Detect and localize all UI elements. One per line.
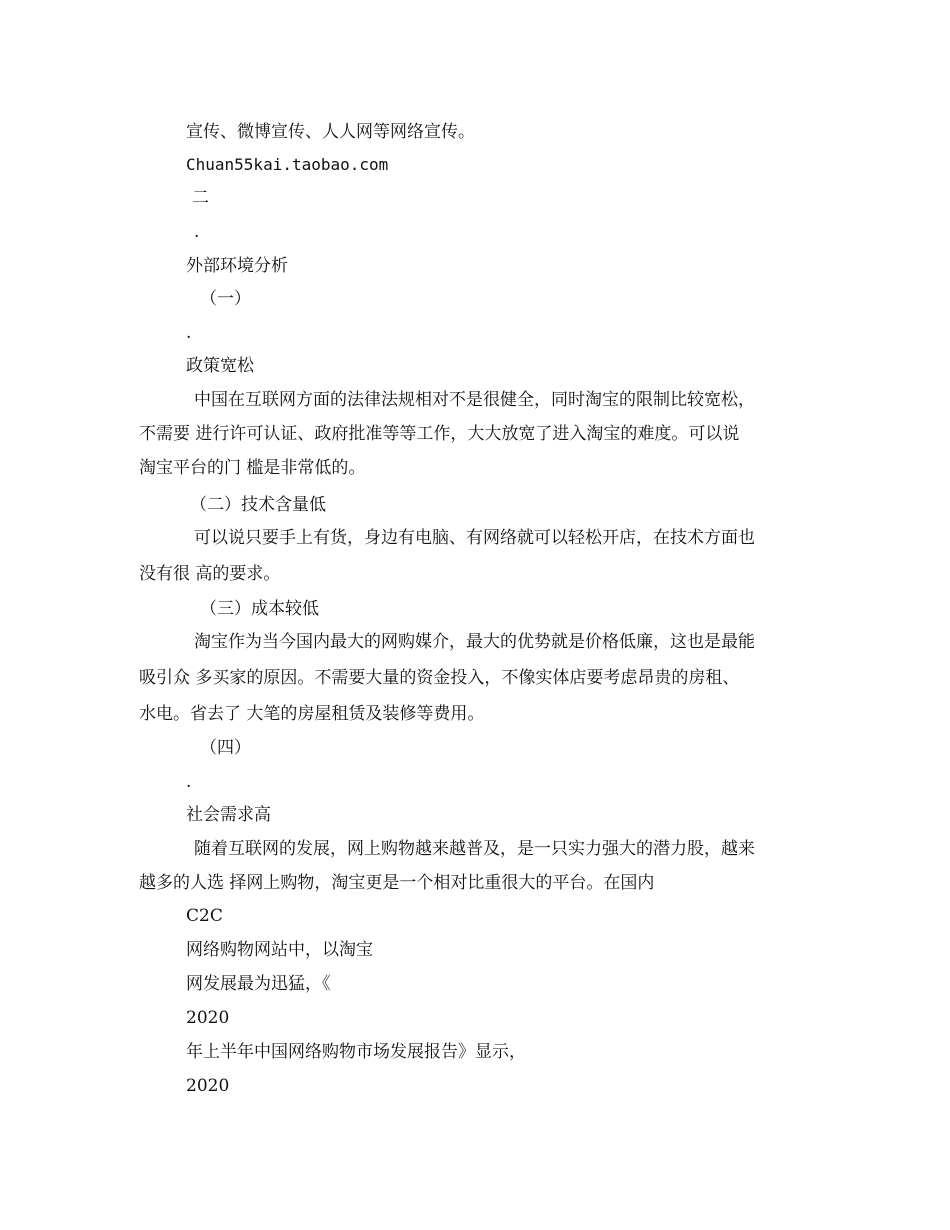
text-line: . (186, 772, 192, 792)
paragraph-line: 淘宝平台的门 槛是非常低的。 (139, 458, 366, 478)
subsection-number: （四） (200, 738, 251, 758)
subsection-number: （一） (200, 289, 251, 309)
text-line: 宣传、微博宣传、人人网等网络宣传。 (186, 122, 475, 142)
text-line: 2020 (186, 1008, 230, 1028)
url-line: Chuan55kai.taobao.com (186, 155, 389, 174)
text-line: . (186, 323, 192, 343)
text-line: . (194, 222, 200, 242)
text-line: 网发展最为迅猛，《 (186, 974, 331, 994)
paragraph-line: 不需要 进行许可认证、政府批准等等工作，大大放宽了进入淘宝的难度。可以说 (139, 424, 740, 444)
text-line: 年上半年中国网络购物市场发展报告》显示， (186, 1042, 526, 1062)
text-line: 网络购物网站中，以淘宝 (186, 940, 373, 960)
paragraph-line: 随着互联网的发展，网上购物越来越普及，是一只实力强大的潜力股，越来 (194, 839, 755, 859)
paragraph-line: 没有很 高的要求。 (139, 564, 281, 584)
section-number: 二 (192, 188, 209, 208)
subsection-heading: （二）技术含量低 (190, 495, 326, 515)
paragraph-line: 淘宝作为当今国内最大的网购媒介，最大的优势就是价格低廉，这也是最能 (194, 632, 755, 652)
paragraph-line: 水电。省去了 大笔的房屋租赁及装修等费用。 (139, 704, 485, 724)
paragraph-line: 中国在互联网方面的法律法规相对不是很健全，同时淘宝的限制比较宽松， (194, 390, 755, 410)
subsection-heading: 政策宽松 (186, 356, 254, 376)
section-heading: 外部环境分析 (186, 256, 288, 276)
text-line: 2020 (186, 1076, 230, 1096)
paragraph-line: 可以说只要手上有货，身边有电脑、有网络就可以轻松开店，在技术方面也 (194, 528, 755, 548)
subsection-heading: 社会需求高 (186, 805, 271, 825)
subsection-heading: （三）成本较低 (200, 599, 319, 619)
paragraph-line: 越多的人选 择网上购物，淘宝更是一个相对比重很大的平台。在国内 (139, 873, 655, 893)
paragraph-line: 吸引众 多买家的原因。不需要大量的资金投入，不像实体店要考虑昂贵的房租、 (139, 668, 740, 688)
text-line: C2C (186, 906, 223, 926)
